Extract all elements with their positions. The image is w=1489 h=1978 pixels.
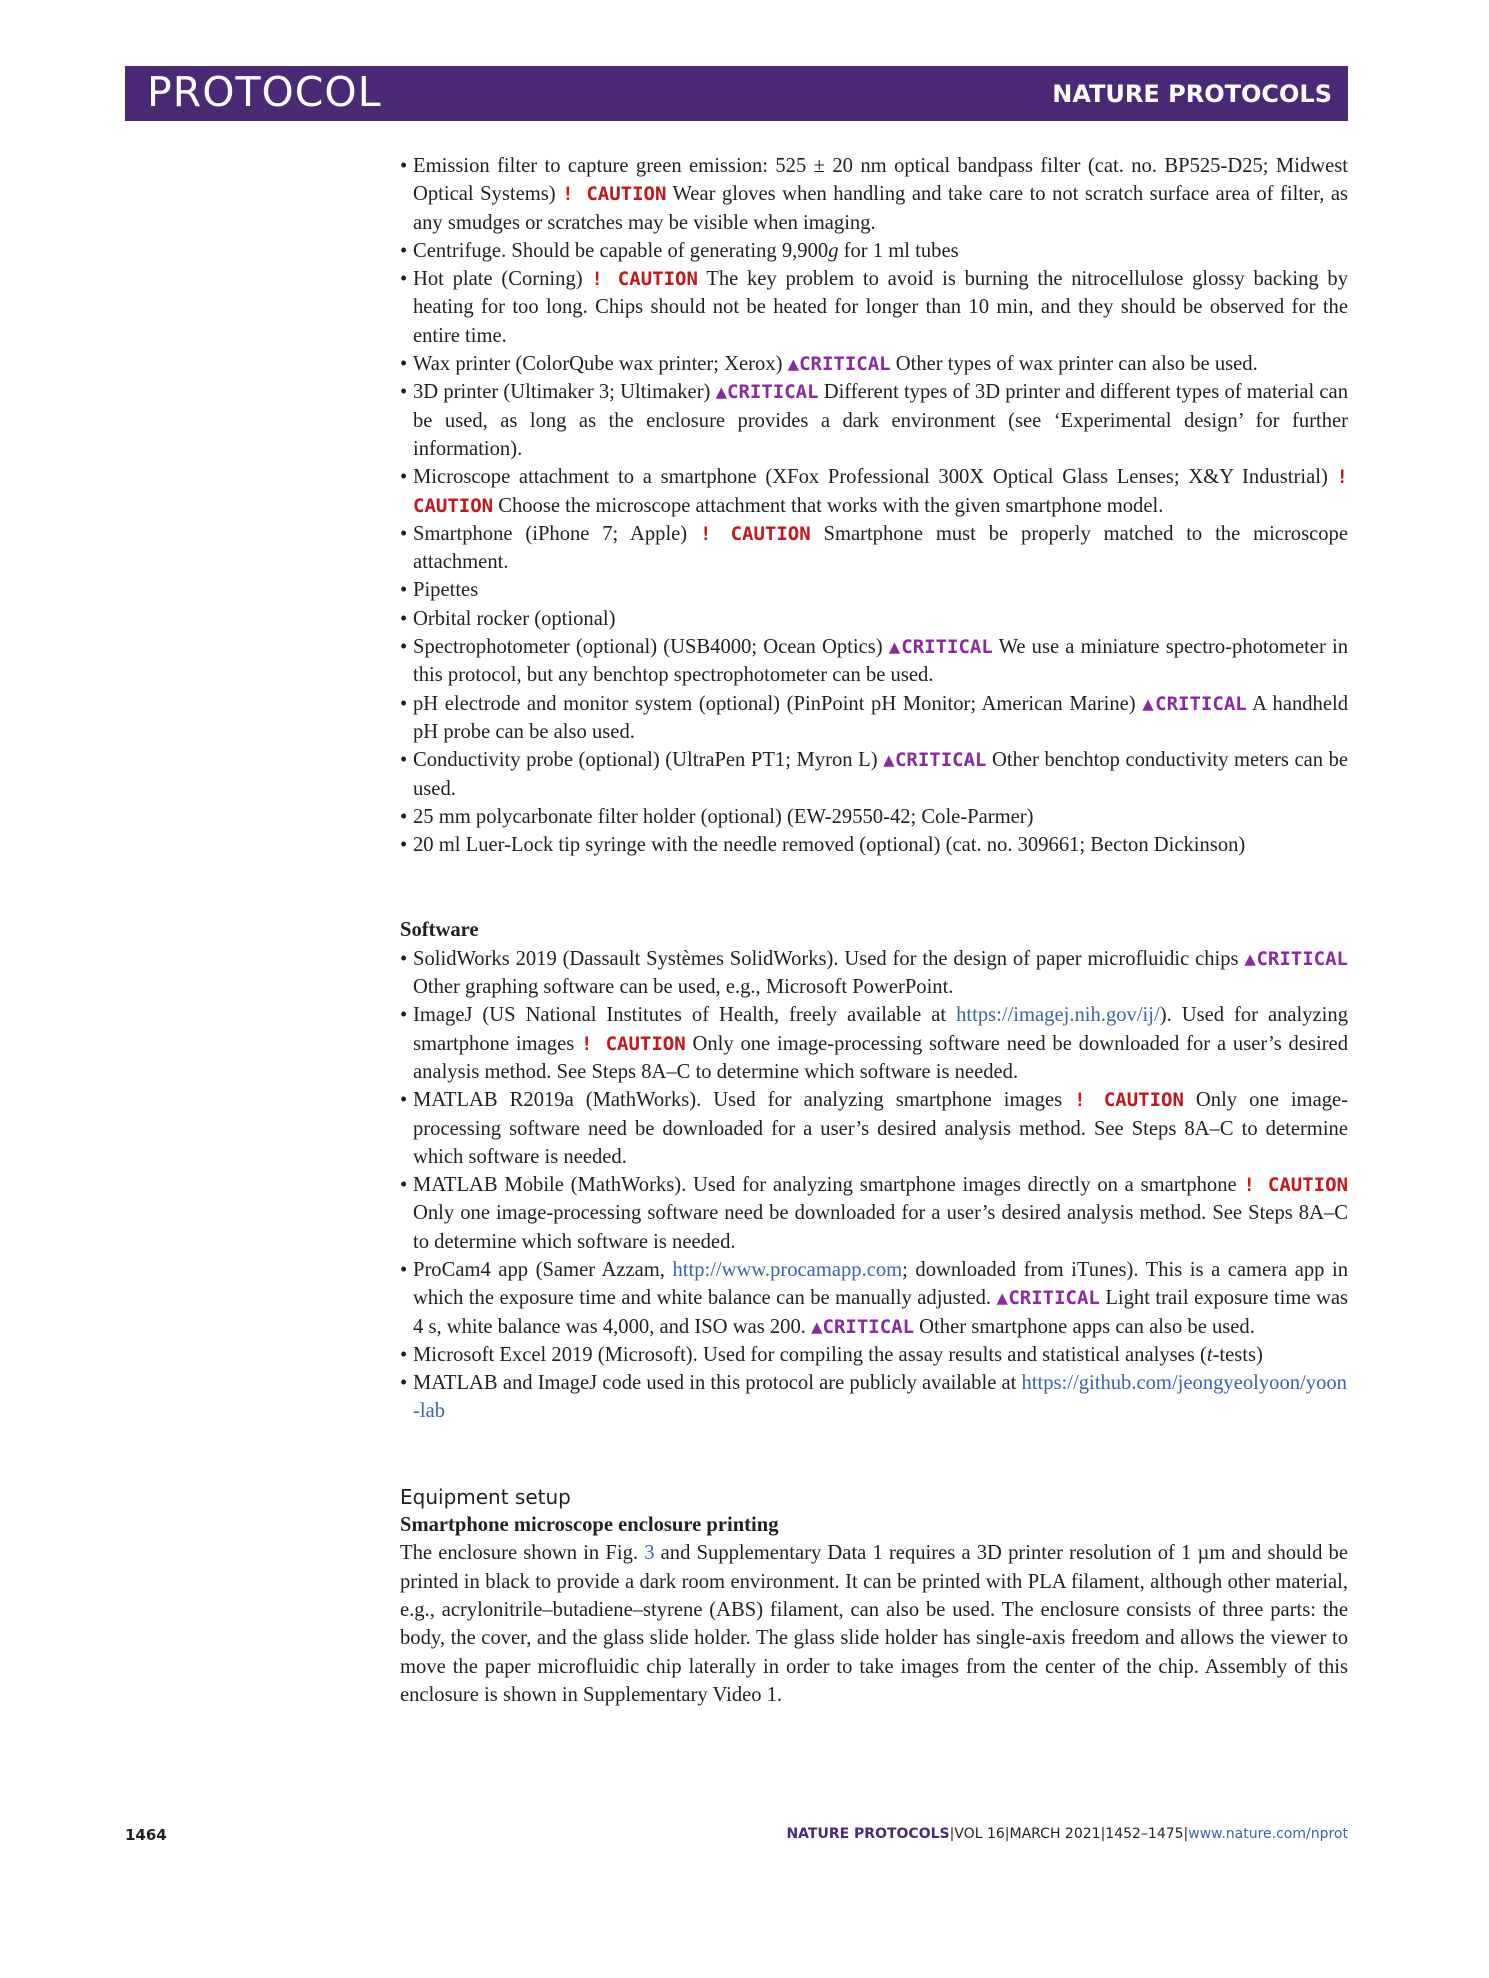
critical-marker: ▲CRITICAL xyxy=(1142,692,1247,715)
caution-marker: ! CAUTION xyxy=(591,268,698,291)
list-item: • Microsoft Excel 2019 (Microsoft). Used for compiling the assay results and statistical analyses (t-tests) xyxy=(400,1341,1348,1369)
list-item: • Pipettes xyxy=(400,576,1348,604)
equipment-list xyxy=(400,152,1348,859)
journal-label: NATURE PROTOCOLS xyxy=(1052,80,1332,108)
list-item: • 25 mm polycarbonate filter holder (optional) (EW-29550-42; Cole-Parmer) xyxy=(400,803,1348,831)
footer-volume: VOL 16 xyxy=(954,1826,1005,1842)
caution-marker: ! CAUTION xyxy=(700,522,811,545)
list-item: • Microscope attachment to a smartphone (XFox Professional 300X Optical Glass Lenses; X&Y Industrial) ! CAUTION Choose the microscope attachment that works with the given smartphone model. xyxy=(400,463,1348,520)
section-label: PROTOCOL xyxy=(147,68,382,116)
list-item: • ImageJ (US National Institutes of Health, freely available at https://imagej.nih.gov/ij/). Used for analyzing smartphone images ! CAUTION Only one image-processing software need be downloaded for a user’s desired analysis method. See Steps 8A–C to determine which software is needed. xyxy=(400,1001,1348,1086)
github-link[interactable]: https://github.com/jeongyeolyoon/yoon-lab xyxy=(413,1372,1347,1423)
caution-marker: ! CAUTION xyxy=(562,183,667,206)
footer-citation: NATURE PROTOCOLS|VOL 16|MARCH 2021|1452–1475|www.nature.com/nprot xyxy=(786,1826,1348,1842)
critical-marker: ▲CRITICAL xyxy=(888,636,993,659)
caution-marker: ! CAUTION xyxy=(581,1032,686,1055)
equipment-setup-paragraph: The enclosure shown in Fig. 3 and Supplementary Data 1 requires a 3D printer resolution of 1 µm and should be printed in black to provide a dark room environment. It can be printed with PLA filament, although other material, e.g., acrylonitrile–butadiene–styrene (ABS) filament, can also be used. The enclosure consists of three parts: the body, the cover, and the glass slide holder. The glass slide holder has single-axis freedom and allows the viewer to move the paper microfluidic chip laterally in order to take images from the center of the chip. Assembly of this enclosure is shown in Supplementary Video 1. xyxy=(400,1542,1348,1706)
footer-journal: NATURE PROTOCOLS xyxy=(786,1826,950,1842)
software-list xyxy=(400,945,1348,1426)
list-item: • 20 ml Luer-Lock tip syringe with the needle removed (optional) (cat. no. 309661; Becton Dickinson) xyxy=(400,831,1348,859)
footer-date: MARCH 2021 xyxy=(1009,1826,1101,1842)
article-body xyxy=(400,152,1348,1709)
list-item: • Conductivity probe (optional) (UltraPen PT1; Myron L) ▲CRITICAL Other benchtop conductivity meters can be used. xyxy=(400,746,1348,803)
list-item: • pH electrode and monitor system (optional) (PinPoint pH Monitor; American Marine) ▲CRITICAL A handheld pH probe can be also used. xyxy=(400,690,1348,747)
caution-marker: ! CAUTION xyxy=(413,466,1348,517)
critical-marker: ▲CRITICAL xyxy=(715,381,819,404)
list-item: • Spectrophotometer (optional) (USB4000; Ocean Optics) ▲CRITICAL We use a miniature spectro-photometer in this protocol, but any benchtop spectrophotometer can be used. xyxy=(400,633,1348,690)
list-item: • SolidWorks 2019 (Dassault Systèmes SolidWorks). Used for the design of paper microfluidic chips ▲CRITICAL Other graphing software can be used, e.g., Microsoft PowerPoint. xyxy=(400,945,1348,1002)
critical-marker: ▲CRITICAL xyxy=(811,1315,915,1338)
list-item: • ProCam4 app (Samer Azzam, http://www.procamapp.com; downloaded from iTunes). This is a camera app in which the exposure time and white balance can be manually adjusted. ▲CRITICAL Light trail exposure time was 4 s, white balance was 4,000, and ISO was 200. ▲CRITICAL Other smartphone apps can also be used. xyxy=(400,1256,1348,1341)
page-number: 1464 xyxy=(125,1826,167,1844)
caution-marker: ! CAUTION xyxy=(1243,1174,1349,1197)
footer-pages: 1452–1475 xyxy=(1105,1826,1184,1842)
figure-link[interactable]: 3 xyxy=(644,1542,655,1565)
equipment-setup-heading: Equipment setup xyxy=(400,1484,571,1509)
list-item: • Emission filter to capture green emission: 525 ± 20 nm optical bandpass filter (cat. no. BP525-D25; Midwest Optical Systems) ! CAUTION Wear gloves when handling and take care to not scratch surface area of filter, as any smudges or scratches may be visible when imaging. xyxy=(400,152,1348,237)
list-item: • MATLAB and ImageJ code used in this protocol are publicly available at https://github.com/jeongyeolyoon/yoon-lab xyxy=(400,1369,1348,1426)
list-item: • 3D printer (Ultimaker 3; Ultimaker) ▲CRITICAL Different types of 3D printer and different types of material can be used, as long as the enclosure provides a dark environment (see ‘Experimental design’ for further information). xyxy=(400,378,1348,463)
page-header xyxy=(125,66,1348,121)
list-item: • Smartphone (iPhone 7; Apple) ! CAUTION Smartphone must be properly matched to the microscope attachment. xyxy=(400,520,1348,577)
critical-marker: ▲CRITICAL xyxy=(883,749,987,772)
caution-marker: ! CAUTION xyxy=(1074,1089,1184,1112)
footer-url[interactable]: www.nature.com/nprot xyxy=(1188,1826,1348,1842)
list-item: • Orbital rocker (optional) xyxy=(400,605,1348,633)
list-item: • Wax printer (ColorQube wax printer; Xerox) ▲CRITICAL Other types of wax printer can also be used. xyxy=(400,350,1348,378)
list-item: • MATLAB R2019a (MathWorks). Used for analyzing smartphone images ! CAUTION Only one image-processing software need be downloaded for a user’s desired analysis method. See Steps 8A–C to determine which software is needed. xyxy=(400,1086,1348,1171)
list-item: • Centrifuge. Should be capable of generating 9,900g for 1 ml tubes xyxy=(400,237,1348,265)
list-item: • MATLAB Mobile (MathWorks). Used for analyzing smartphone images directly on a smartphone ! CAUTION Only one image-processing software need be downloaded for a user’s desired analysis method. See Steps 8A–C to determine which software is needed. xyxy=(400,1171,1348,1256)
critical-marker: ▲CRITICAL xyxy=(1244,947,1348,970)
critical-marker: ▲CRITICAL xyxy=(996,1287,1100,1310)
software-heading: Software xyxy=(400,919,479,942)
list-item: • Hot plate (Corning) ! CAUTION The key problem to avoid is burning the nitrocellulose glossy backing by heating for too long. Chips should not be heated for longer than 10 min, and they should be observed for the entire time. xyxy=(400,265,1348,350)
equipment-setup-subheading: Smartphone microscope enclosure printing xyxy=(400,1514,779,1537)
procam-link[interactable]: http://www.procamapp.com xyxy=(672,1258,903,1281)
imagej-link[interactable]: https://imagej.nih.gov/ij/ xyxy=(956,1004,1160,1027)
critical-marker: ▲CRITICAL xyxy=(787,353,891,376)
